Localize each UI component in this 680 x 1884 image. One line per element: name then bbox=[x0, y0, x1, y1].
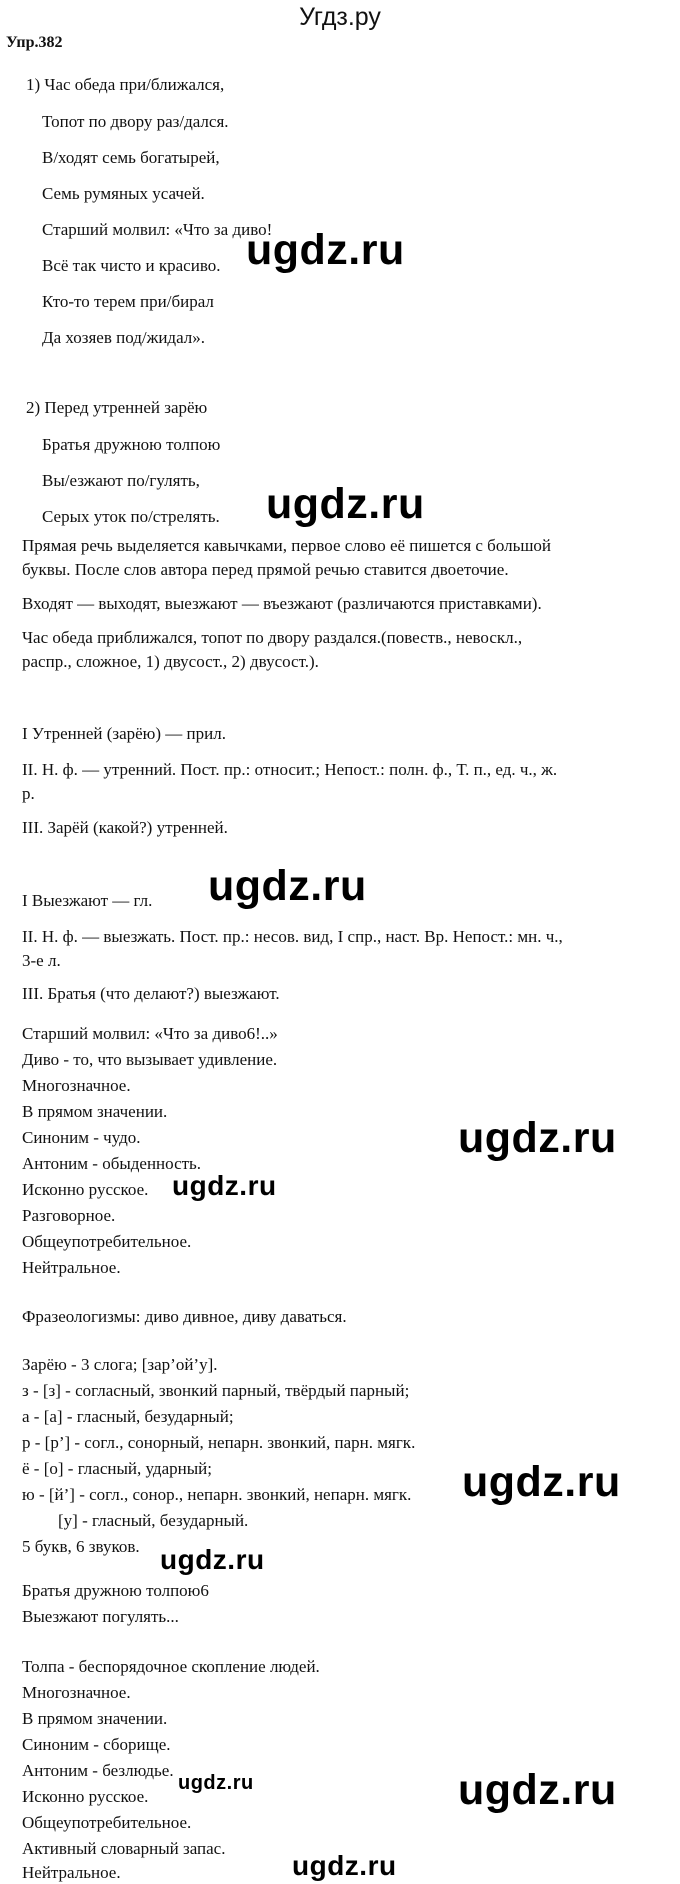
text-line: II. Н. ф. — утренний. Пост. пр.: относит.; Непост.: полн. ф., Т. п., ед. ч., ж. bbox=[22, 760, 558, 779]
prefixes-text: Входят — выходят, выезжают — въезжают (различаются приставками). bbox=[22, 594, 542, 613]
poem-line: 2) Перед утренней зарёю bbox=[26, 398, 208, 417]
text-line: Час обеда приближался, топот по двору раздался.(повеств., невоскл., bbox=[22, 628, 523, 647]
text-line: Исконно русское. bbox=[22, 1180, 149, 1199]
text-line: III. Братья (что делают?) выезжают. bbox=[22, 984, 280, 1003]
text-line: Антоним - безлюдье. bbox=[22, 1761, 174, 1780]
text-line: Активный словарный запас. bbox=[22, 1839, 226, 1858]
watermark: ugdz.ru bbox=[462, 1458, 621, 1506]
text-line: 3-е л. bbox=[22, 951, 61, 970]
text-line: III. Зарёй (какой?) утренней. bbox=[22, 818, 228, 837]
text-line: Прямая речь выделяется кавычками, первое слово её пишется с большой bbox=[22, 536, 552, 555]
text-line: р. bbox=[22, 784, 35, 803]
text-line: I Выезжают — гл. bbox=[22, 891, 153, 910]
poem-line: Братья дружною толпою bbox=[42, 435, 221, 454]
watermark: ugdz.ru bbox=[458, 1114, 617, 1162]
watermark: ugdz.ru bbox=[172, 1170, 277, 1201]
poem-line: Всё так чисто и красиво. bbox=[42, 256, 221, 275]
text-line: Исконно русское. bbox=[22, 1787, 149, 1806]
watermark: ugdz.ru bbox=[266, 480, 425, 528]
poem-line: Старший молвил: «Что за диво! bbox=[42, 220, 273, 239]
poem-line: Серых уток по/стрелять. bbox=[42, 507, 220, 526]
text-line: Антоним - обыденность. bbox=[22, 1154, 202, 1173]
text-line: Зарёю - 3 слога; [зар’ой’у]. bbox=[22, 1355, 218, 1374]
poem-line: Топот по двору раз/дался. bbox=[42, 112, 229, 131]
text-line: Выезжают погулять... bbox=[22, 1607, 179, 1626]
text-line: а - [а] - гласный, безударный; bbox=[22, 1407, 234, 1426]
phraseology-text: Фразеологизмы: диво дивное, диву даваться. bbox=[22, 1307, 347, 1326]
text-line: Диво - то, что вызывает удивление. bbox=[22, 1050, 278, 1069]
text-line: Толпа - беспорядочное скопление людей. bbox=[22, 1657, 320, 1676]
text-line: Нейтральное. bbox=[22, 1863, 121, 1882]
watermark: ugdz.ru bbox=[178, 1772, 254, 1794]
watermark: ugdz.ru bbox=[292, 1850, 397, 1881]
poem-line: Да хозяев под/жидал». bbox=[42, 328, 206, 347]
poem-line: 1) Час обеда при/ближался, bbox=[26, 75, 225, 94]
site-title: Угдз.ру bbox=[299, 3, 381, 31]
text-line: Многозначное. bbox=[22, 1683, 131, 1702]
text-line: з - [з] - согласный, звонкий парный, твёрдый парный; bbox=[22, 1381, 410, 1400]
watermark: ugdz.ru bbox=[208, 862, 367, 910]
text-line: [у] - гласный, безударный. bbox=[58, 1511, 249, 1530]
poem-line: Вы/езжают по/гулять, bbox=[42, 471, 200, 490]
text-line: Многозначное. bbox=[22, 1076, 131, 1095]
watermark: ugdz.ru bbox=[160, 1544, 265, 1575]
text-line: распр., сложное, 1) двусост., 2) двусост.). bbox=[22, 652, 319, 671]
poem-line: Семь румяных усачей. bbox=[42, 184, 205, 203]
text-line: Общеупотребительное. bbox=[22, 1813, 192, 1832]
text-line: Братья дружною толпою6 bbox=[22, 1581, 209, 1600]
text-line: I Утренней (зарёю) — прил. bbox=[22, 724, 226, 743]
exercise-number: Упр.382 bbox=[6, 34, 63, 51]
text-line: Разговорное. bbox=[22, 1206, 116, 1225]
text-line: ю - [й’] - согл., сонор., непарн. звонкий, непарн. мягк. bbox=[22, 1485, 412, 1504]
text-line: Старший молвил: «Что за диво6!..» bbox=[22, 1024, 278, 1043]
watermark: ugdz.ru bbox=[458, 1766, 617, 1814]
poem-line: В/ходят семь богатырей, bbox=[42, 148, 220, 167]
watermark: ugdz.ru bbox=[246, 226, 405, 274]
text-line: ё - [о] - гласный, ударный; bbox=[22, 1459, 212, 1478]
text-line: II. Н. ф. — выезжать. Пост. пр.: несов. вид, I спр., наст. Вр. Непост.: мн. ч., bbox=[22, 927, 563, 946]
text-line: Нейтральное. bbox=[22, 1258, 121, 1277]
text-line: В прямом значении. bbox=[22, 1102, 168, 1121]
text-line: р - [р’] - согл., сонорный, непарн. звонкий, парн. мягк. bbox=[22, 1433, 416, 1452]
text-line: буквы. После слов автора перед прямой речью ставится двоеточие. bbox=[22, 560, 509, 579]
poem-line: Кто-то терем при/бирал bbox=[42, 292, 214, 311]
text-line: Синоним - сборище. bbox=[22, 1735, 171, 1754]
text-line: 5 букв, 6 звуков. bbox=[22, 1537, 140, 1556]
text-line: Синоним - чудо. bbox=[22, 1128, 141, 1147]
text-line: Общеупотребительное. bbox=[22, 1232, 192, 1251]
text-line: В прямом значении. bbox=[22, 1709, 168, 1728]
